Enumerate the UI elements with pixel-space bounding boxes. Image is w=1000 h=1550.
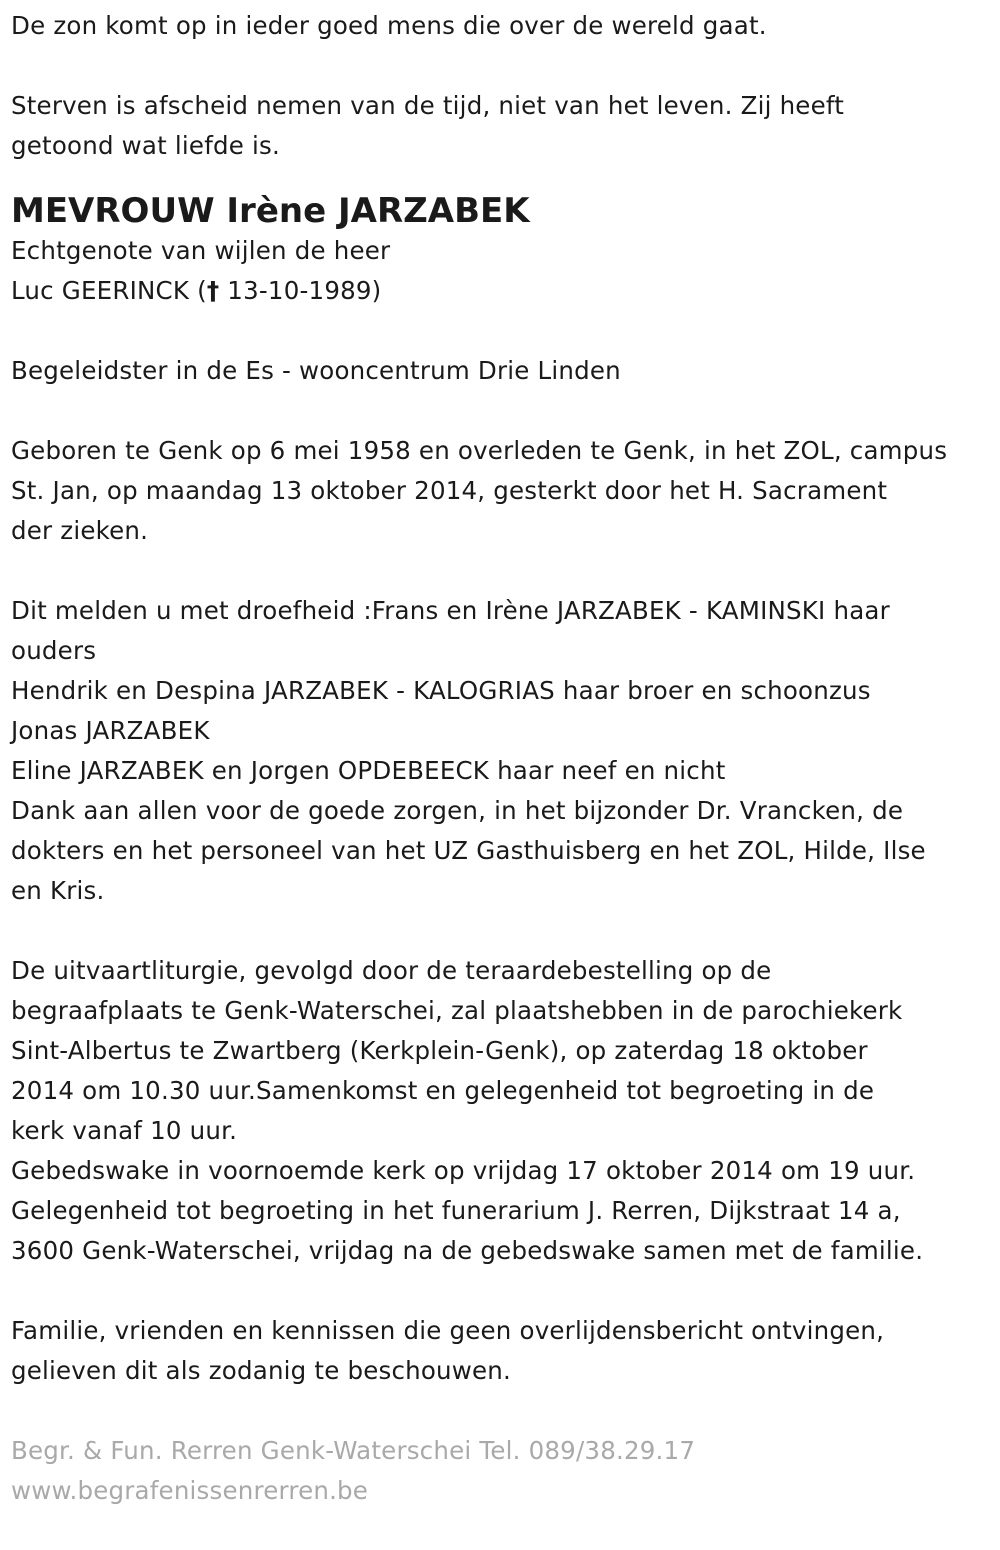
closing-line-1: Familie, vrienden en kennissen die geen overlijdensbericht ontvingen, <box>11 1316 885 1345</box>
family-line-1: Dit melden u met droefheid :Frans en Irène JARZABEK - KAMINSKI haar <box>11 596 890 625</box>
family-line-3: Hendrik en Despina JARZABEK - KALOGRIAS haar broer en schoonzus <box>11 676 871 705</box>
spacer <box>11 1271 996 1311</box>
family-line-2: ouders <box>11 636 97 665</box>
family-line-5: Eline JARZABEK en Jorgen OPDEBEECK haar neef en nicht <box>11 756 726 785</box>
deceased-name-heading: MEVROUW Irène JARZABEK <box>11 191 530 231</box>
quote-line-1: Sterven is afscheid nemen van de tijd, niet van het leven. Zij heeft <box>11 91 845 120</box>
spacer <box>11 911 996 951</box>
funeral-line-3: Sint-Albertus te Zwartberg (Kerkplein-Genk), op zaterdag 18 oktober <box>11 1036 868 1065</box>
funeral-home-website: www.begrafenissenrerren.be <box>11 1476 369 1505</box>
cross-icon: † <box>206 276 220 305</box>
spouse-line: Echtgenote van wijlen de heer <box>11 236 391 265</box>
birth-death-line-3: der zieken. <box>11 516 149 545</box>
funeral-line-5: kerk vanaf 10 uur. <box>11 1116 238 1145</box>
visitation-line-1: Gelegenheid tot begroeting in het funerarium J. Rerren, Dijkstraat 14 a, <box>11 1196 901 1225</box>
funeral-line-2: begraafplaats te Genk-Waterschei, zal plaatshebben in de parochiekerk <box>11 996 903 1025</box>
thanks-line-2: dokters en het personeel van het UZ Gasthuisberg en het ZOL, Hilde, Ilse <box>11 836 926 865</box>
quote-line-2: getoond wat liefde is. <box>11 131 281 160</box>
family-line-4: Jonas JARZABEK <box>11 716 210 745</box>
funeral-line-1: De uitvaartliturgie, gevolgd door de teraardebestelling op de <box>11 956 772 985</box>
spacer <box>11 391 996 431</box>
thanks-line-3: en Kris. <box>11 876 105 905</box>
thanks-line-1: Dank aan allen voor de goede zorgen, in het bijzonder Dr. Vrancken, de <box>11 796 904 825</box>
closing-line-2: gelieven dit als zodanig te beschouwen. <box>11 1356 512 1385</box>
spacer <box>11 311 996 351</box>
visitation-line-2: 3600 Genk-Waterschei, vrijdag na de gebedswake samen met de familie. <box>11 1236 924 1265</box>
spacer <box>11 551 996 591</box>
spacer <box>11 46 996 86</box>
role-line: Begeleidster in de Es - wooncentrum Drie Linden <box>11 356 621 385</box>
spouse-name: Luc GEERINCK ( <box>11 276 207 305</box>
funeral-home-contact: Begr. & Fun. Rerren Genk-Waterschei Tel. 089/38.29.17 <box>11 1436 696 1465</box>
spouse-death-date: 13-10-1989) <box>219 276 382 305</box>
funeral-line-4: 2014 om 10.30 uur.Samenkomst en gelegenheid tot begroeting in de <box>11 1076 875 1105</box>
opening-line: De zon komt op in ieder goed mens die over de wereld gaat. <box>11 11 767 40</box>
spouse-name-line <box>11 271 996 311</box>
birth-death-line-2: St. Jan, op maandag 13 oktober 2014, gesterkt door het H. Sacrament <box>11 476 888 505</box>
spacer <box>11 1391 996 1431</box>
wake-line: Gebedswake in voornoemde kerk op vrijdag 17 oktober 2014 om 19 uur. <box>11 1156 916 1185</box>
obituary-document <box>11 6 996 1511</box>
birth-death-line-1: Geboren te Genk op 6 mei 1958 en overleden te Genk, in het ZOL, campus <box>11 436 948 465</box>
